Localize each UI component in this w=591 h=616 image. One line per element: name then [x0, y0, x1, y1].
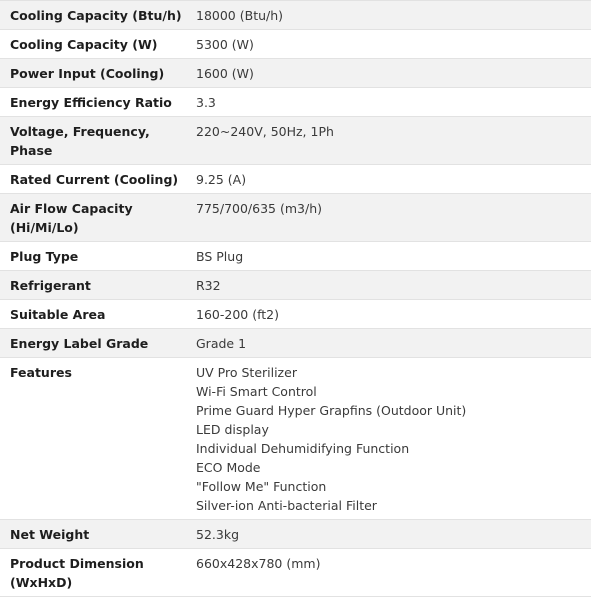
spec-row — [0, 117, 591, 165]
spec-value-line: 220~240V, 50Hz, 1Ph — [196, 124, 334, 139]
spec-label: Cooling Capacity (Btu/h) — [0, 1, 187, 30]
spec-value — [187, 300, 591, 329]
spec-value — [187, 271, 591, 300]
spec-row — [0, 1, 591, 30]
spec-value-line: Silver-ion Anti-bacterial Filter — [196, 498, 377, 513]
spec-value-line: Individual Dehumidifying Function — [196, 441, 410, 456]
spec-label: Plug Type — [0, 242, 187, 271]
spec-value — [187, 329, 591, 358]
spec-label: Power Input (Cooling) — [0, 59, 187, 88]
spec-value-line: 5300 (W) — [196, 37, 254, 52]
spec-value-line: BS Plug — [196, 249, 244, 264]
spec-label: Refrigerant — [0, 271, 187, 300]
spec-value — [187, 165, 591, 194]
spec-label: Air Flow Capacity (Hi/Mi/Lo) — [0, 194, 187, 242]
spec-value — [187, 88, 591, 117]
spec-value-line: 775/700/635 (m3/h) — [196, 201, 322, 216]
spec-row — [0, 194, 591, 242]
spec-value-line: 660x428x780 (mm) — [196, 556, 321, 571]
spec-row — [0, 358, 591, 520]
spec-value-line: 18000 (Btu/h) — [196, 8, 284, 23]
spec-value — [187, 358, 591, 520]
specifications-body — [0, 1, 591, 597]
spec-value-line: Wi-Fi Smart Control — [196, 384, 317, 399]
spec-row — [0, 59, 591, 88]
spec-value-line: 1600 (W) — [196, 66, 254, 81]
spec-row — [0, 520, 591, 549]
spec-value — [187, 30, 591, 59]
spec-value — [187, 59, 591, 88]
spec-label: Features — [0, 358, 187, 520]
spec-value-line: "Follow Me" Function — [196, 479, 327, 494]
spec-label: Net Weight — [0, 520, 187, 549]
spec-value-line: 9.25 (A) — [196, 172, 247, 187]
spec-value — [187, 1, 591, 30]
spec-value-line: 52.3kg — [196, 527, 240, 542]
spec-label: Voltage, Frequency, Phase — [0, 117, 187, 165]
spec-row — [0, 549, 591, 597]
spec-row — [0, 242, 591, 271]
spec-row — [0, 165, 591, 194]
spec-value-line: 160-200 (ft2) — [196, 307, 279, 322]
spec-row — [0, 30, 591, 59]
spec-value — [187, 117, 591, 165]
spec-label: Product Dimension (WxHxD) — [0, 549, 187, 597]
spec-value-line: R32 — [196, 278, 221, 293]
spec-value — [187, 242, 591, 271]
spec-value — [187, 520, 591, 549]
spec-label: Energy Efficiency Ratio — [0, 88, 187, 117]
spec-row — [0, 88, 591, 117]
spec-value-line: ECO Mode — [196, 460, 261, 475]
spec-value-line: Prime Guard Hyper Grapfins (Outdoor Unit) — [196, 403, 467, 418]
spec-label: Suitable Area — [0, 300, 187, 329]
spec-value — [187, 549, 591, 597]
spec-label: Rated Current (Cooling) — [0, 165, 187, 194]
spec-value — [187, 194, 591, 242]
spec-label: Energy Label Grade — [0, 329, 187, 358]
spec-row — [0, 300, 591, 329]
spec-value-line: UV Pro Sterilizer — [196, 365, 297, 380]
spec-value-line: Grade 1 — [196, 336, 247, 351]
spec-row — [0, 271, 591, 300]
spec-label: Cooling Capacity (W) — [0, 30, 187, 59]
spec-value-line: 3.3 — [196, 95, 216, 110]
spec-row — [0, 329, 591, 358]
spec-value-line: LED display — [196, 422, 269, 437]
